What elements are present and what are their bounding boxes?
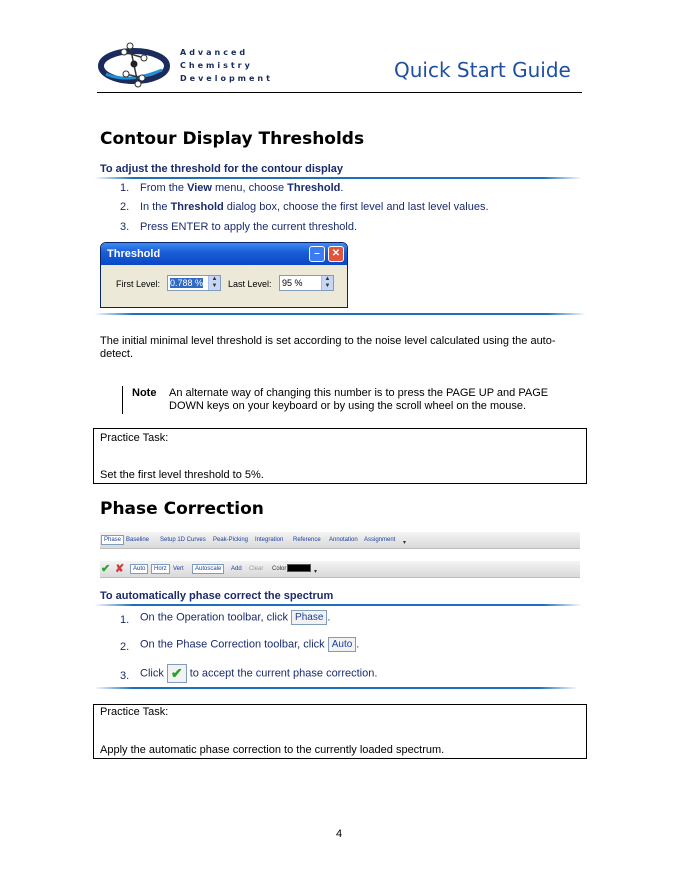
steps-rule: [94, 687, 578, 689]
section-title-phase: Phase Correction: [100, 499, 264, 519]
toolbar-auto-button[interactable]: Auto: [130, 564, 148, 574]
step-1: [120, 608, 580, 630]
last-level-value: 95 %: [282, 278, 303, 288]
toolbar-annotation-tab[interactable]: Annotation: [329, 537, 358, 543]
operation-toolbar: [100, 532, 580, 549]
logo-line-1: Advanced: [180, 48, 249, 57]
subheading-adjust-threshold: To adjust the threshold for the contour display: [100, 163, 344, 175]
step-number: 2.: [120, 641, 130, 653]
header-rule: [97, 92, 582, 93]
threshold-dialog: [100, 242, 348, 308]
step-number: 3.: [120, 221, 130, 233]
step-text: In the Threshold dialog box, choose the first level and last level values.: [140, 201, 489, 213]
step-2: [120, 635, 580, 657]
logo-wordmark: [180, 46, 273, 85]
toolbar-integration-tab[interactable]: Integration: [255, 537, 284, 543]
dialog-titlebar: [101, 243, 347, 265]
step-text: Click ✔ to accept the current phase correction.: [140, 665, 378, 681]
note-label: Note: [132, 387, 157, 399]
dialog-title: Threshold: [107, 248, 161, 260]
acd-logo: [98, 40, 176, 90]
practice-task-text: Set the first level threshold to 5%.: [100, 469, 264, 481]
step-number: 1.: [120, 614, 130, 626]
chevron-down-icon[interactable]: ▾: [314, 569, 318, 575]
document-title: Quick Start Guide: [394, 58, 571, 82]
last-level-spinner[interactable]: [279, 275, 334, 291]
page-number: 4: [336, 828, 343, 840]
threshold-paragraph: The initial minimal level threshold is set according to the noise level calculated using the auto-detect.: [100, 335, 556, 360]
toolbar-reference-tab[interactable]: Reference: [293, 537, 321, 543]
toolbar-peak-picking-tab[interactable]: Peak-Picking: [213, 537, 249, 543]
spinner-arrows-icon[interactable]: ▲ ▼: [208, 276, 220, 290]
practice-task-title: Practice Task:: [100, 432, 169, 444]
toolbar-add-button[interactable]: Add: [231, 566, 242, 572]
first-level-label: First Level:: [116, 279, 161, 289]
check-icon[interactable]: ✔: [101, 563, 111, 575]
toolbar-clear-button[interactable]: Clear: [249, 566, 264, 572]
threshold-steps: [120, 182, 580, 242]
toolbar-color-label: Color: [272, 566, 287, 572]
practice-task-text: Apply the automatic phase correction to the currently loaded spectrum.: [100, 744, 445, 756]
toolbar-horz-button[interactable]: Horz: [151, 564, 170, 574]
cross-icon[interactable]: ✘: [115, 563, 125, 575]
toolbar-phase-tab[interactable]: Phase: [101, 535, 124, 545]
step-text: On the Phase Correction toolbar, click Auto .: [140, 638, 360, 651]
section-title-contour: Contour Display Thresholds: [100, 129, 365, 149]
logo-line-3: Development: [180, 74, 273, 83]
spinner-arrows-icon[interactable]: ▲ ▼: [321, 276, 333, 290]
step-text: On the Operation toolbar, click Phase .: [140, 611, 331, 624]
last-level-label: Last Level:: [228, 279, 272, 289]
minimize-icon[interactable]: –: [309, 246, 325, 262]
close-icon[interactable]: ✕: [328, 246, 344, 262]
toolbar-autoscale-button[interactable]: Autoscale: [192, 564, 224, 574]
accept-check-icon[interactable]: ✔: [167, 664, 187, 683]
toolbar-baseline-tab[interactable]: Baseline: [126, 537, 150, 543]
toolbar-assignment-tab[interactable]: Assignment: [364, 537, 396, 543]
practice-task-title: Practice Task:: [100, 706, 169, 718]
phase-correction-toolbar: [100, 561, 580, 578]
dialog-rule: [94, 313, 586, 315]
logo-line-2: Chemistry: [180, 61, 253, 70]
note-text: An alternate way of changing this number is to press the PAGE UP and PAGE DOWN keys on your keyboard or by using the scroll wheel on the mouse.: [169, 387, 549, 412]
note-bar: [122, 386, 123, 414]
step-number: 3.: [120, 670, 130, 682]
subheading-auto-phase: To automatically phase correct the spectrum: [100, 590, 334, 602]
chevron-down-icon[interactable]: ▾: [403, 540, 407, 546]
dialog-body: [101, 265, 347, 302]
step-number: 2.: [120, 201, 130, 213]
toolbar-setup-curves-tab[interactable]: Setup 1D Curves: [160, 537, 206, 543]
phase-button[interactable]: Phase: [291, 610, 327, 625]
phase-steps: [120, 608, 580, 688]
subheading-rule: [94, 177, 582, 179]
practice-task-box-2: [93, 704, 587, 759]
subheading-rule: [94, 604, 582, 606]
step-3: [120, 221, 580, 235]
practice-task-box-1: [93, 428, 587, 484]
step-number: 1.: [120, 182, 130, 194]
step-text: From the View menu, choose Threshold.: [140, 182, 344, 194]
first-level-spinner[interactable]: [167, 275, 221, 291]
color-swatch[interactable]: [287, 564, 311, 572]
step-2: [120, 201, 580, 215]
first-level-value: 0.788 %: [170, 278, 204, 288]
step-1: [120, 182, 580, 196]
auto-button[interactable]: Auto: [328, 637, 357, 652]
logo-icon: [98, 40, 176, 90]
toolbar-vert-button[interactable]: Vert: [173, 566, 184, 572]
step-3: [120, 662, 580, 686]
step-text: Press ENTER to apply the current threshold.: [140, 221, 358, 233]
